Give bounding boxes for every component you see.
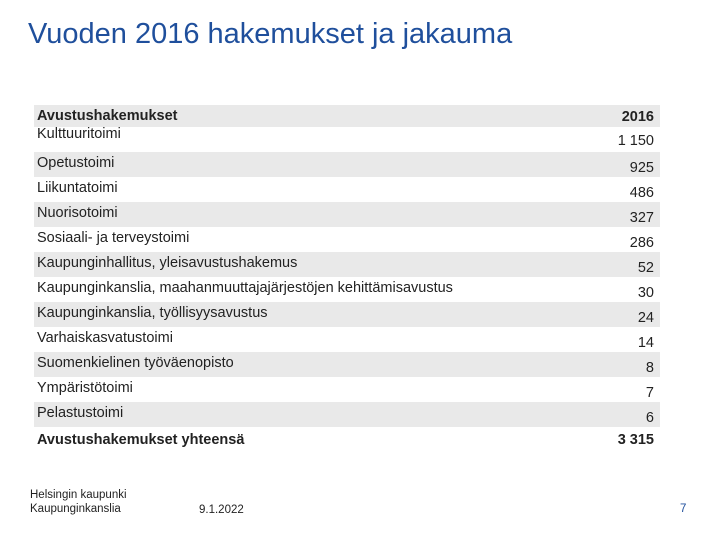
header-label: Avustushakemukset [37,108,178,124]
table-row [34,252,660,277]
row-value: 925 [629,160,654,176]
row-value: 1 150 [617,133,654,149]
table-row [34,227,660,252]
table-total-row [34,427,660,453]
table-header-row [34,105,660,127]
row-label: Varhaiskasvatustoimi [37,330,173,346]
row-value: 327 [629,210,654,226]
total-label: Avustushakemukset yhteensä [37,432,245,448]
row-value: 286 [629,235,654,251]
row-value: 14 [637,335,654,351]
row-label: Suomenkielinen työväenopisto [37,355,234,371]
table-row [34,202,660,227]
row-label: Kulttuuritoimi [37,126,121,142]
row-value: 6 [645,410,654,426]
row-value: 7 [645,385,654,401]
row-label: Nuorisotoimi [37,205,118,221]
footer-org-line1: Helsingin kaupunki [30,489,127,501]
header-year: 2016 [621,109,654,125]
table-row [34,302,660,327]
slide-title: Vuoden 2016 hakemukset ja jakauma [28,18,513,50]
row-label: Kaupunginkanslia, työllisyysavustus [37,305,268,321]
table-row [34,327,660,352]
row-value: 52 [637,260,654,276]
table-row [34,402,660,427]
page-number: 7 [680,503,687,515]
row-value: 486 [629,185,654,201]
row-label: Pelastustoimi [37,405,124,421]
table-row [34,352,660,377]
row-label: Ympäristötoimi [37,380,133,396]
applications-table [34,105,660,453]
table-row [34,152,660,177]
footer-organization [30,488,127,516]
row-value: 30 [637,285,654,301]
row-label: Kaupunginhallitus, yleisavustushakemus [37,255,298,271]
total-value: 3 315 [617,432,654,448]
row-label: Opetustoimi [37,155,115,171]
table-row [34,127,660,152]
row-value: 8 [645,360,654,376]
footer-org-line2: Kaupunginkanslia [30,503,121,515]
row-label: Kaupunginkanslia, maahanmuuttajajärjestöjen kehittämisavustus [37,280,453,296]
table-row [34,377,660,402]
footer-date: 9.1.2022 [199,504,244,516]
row-value: 24 [637,310,654,326]
row-label: Liikuntatoimi [37,180,118,196]
table-row [34,277,660,302]
table-row [34,177,660,202]
row-label: Sosiaali- ja terveystoimi [37,230,190,246]
